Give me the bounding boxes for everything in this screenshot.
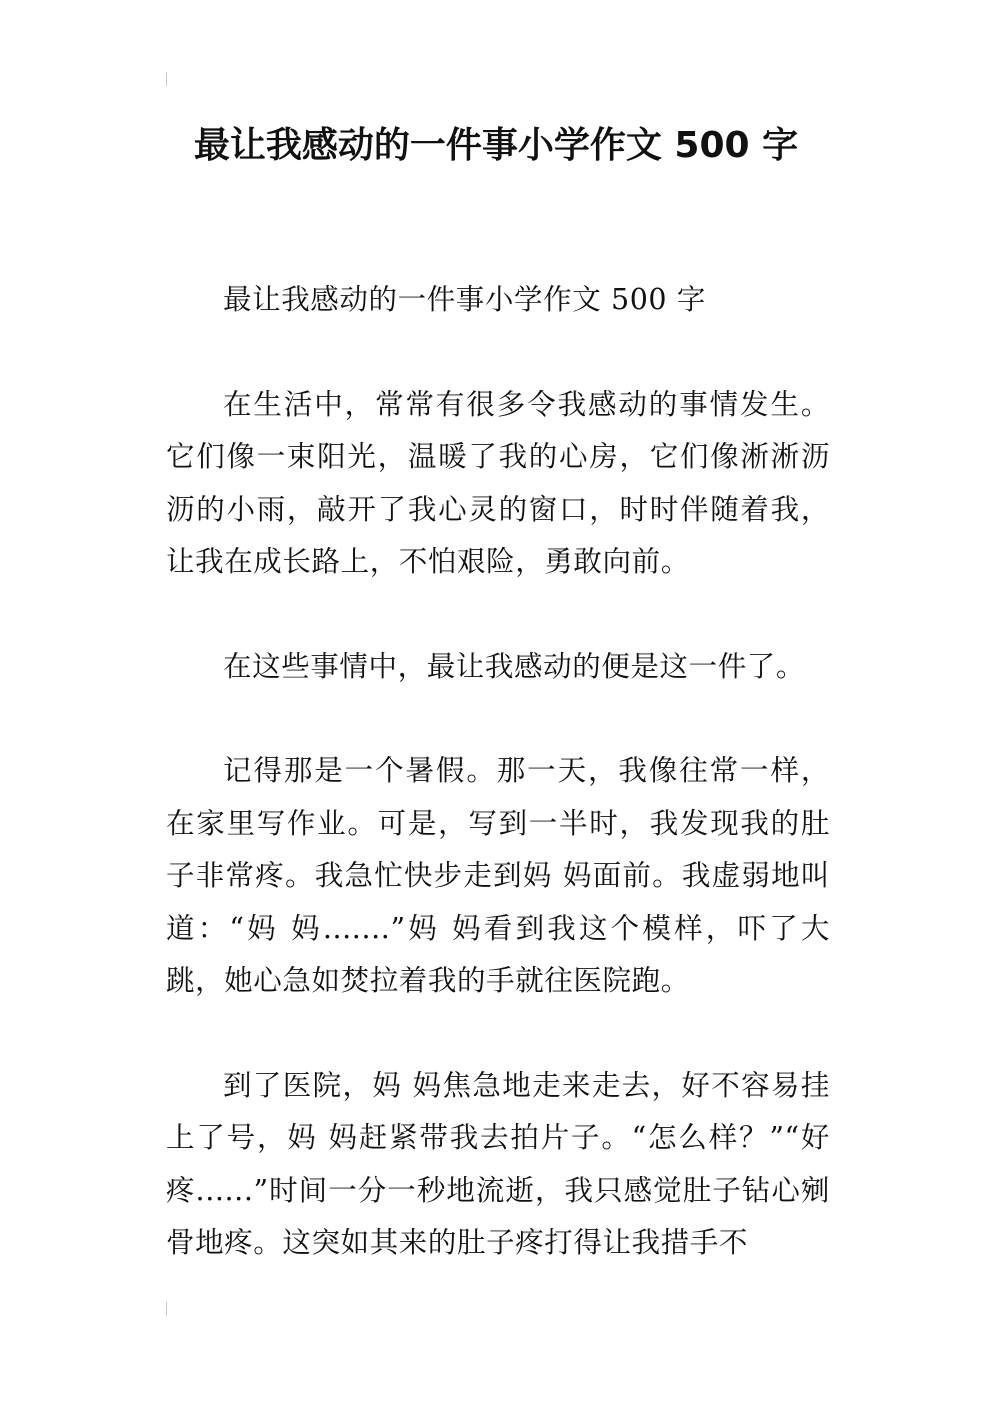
page-corner-mark-top xyxy=(166,72,167,86)
paragraph-summer: 记得那是一个暑假。那一天，我像往常一样，在家里写作业。可是，写到一半时，我发现我的肚子非常疼。我急忙快步走到妈 妈面前。我虚弱地叫道：“妈 妈.......”妈 妈看到我这个模样，吓了大跳，她心急如焚拉着我的手就往医院跑。 xyxy=(166,754,830,997)
document-title: 最让我感动的一件事小学作文 500 字 xyxy=(193,125,799,166)
document-body xyxy=(166,274,830,1270)
paragraph-hospital: 到了医院，妈 妈焦急地走来走去，好不容易挂上了号，妈 妈赶紧带我去拍片子。“怎么样？”“好疼......”时间一分一秒地流逝，我只感觉肚子钻心剜骨地疼。这突如其来的肚子疼打得让我措手不 xyxy=(166,1068,830,1259)
page-corner-mark-bottom xyxy=(166,1302,167,1316)
paragraph-transition: 在这些事情中，最让我感动的便是这一件了。 xyxy=(223,649,806,683)
paragraph-subtitle: 最让我感动的一件事小学作文 500 字 xyxy=(223,283,706,316)
paragraph-intro: 在生活中，常常有很多令我感动的事情发生。它们像一束阳光，温暖了我的心房，它们像淅淅沥沥的小雨，敲开了我心灵的窗口，时时伴随着我，让我在成长路上，不怕艰险，勇敢向前。 xyxy=(166,387,830,578)
